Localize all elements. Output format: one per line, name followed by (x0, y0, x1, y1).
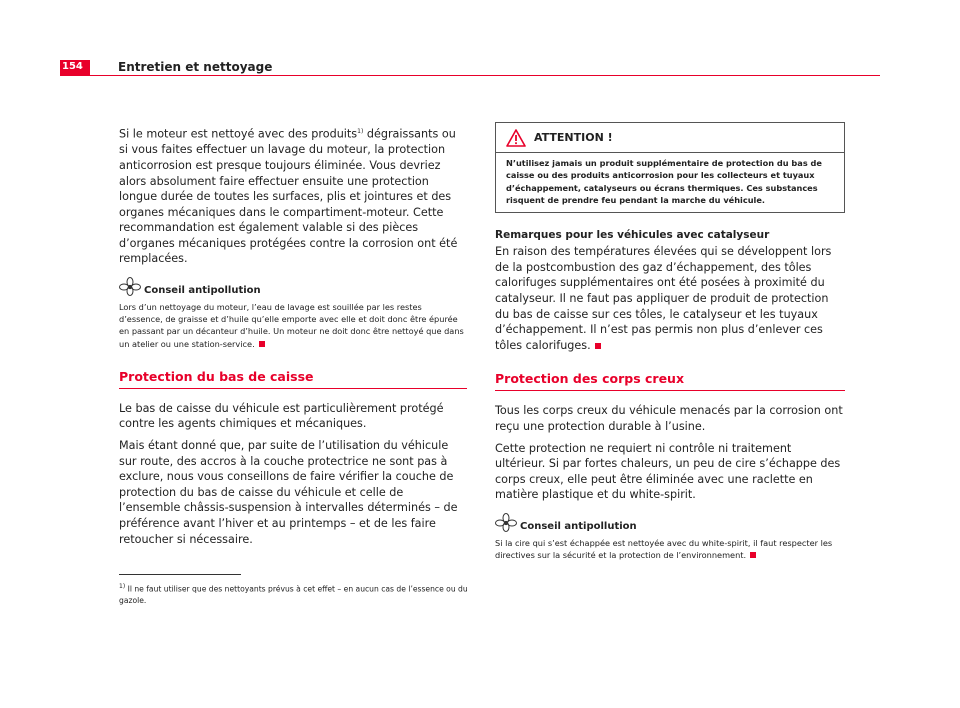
warning-title: ATTENTION ! (534, 131, 613, 144)
subsection-text: En raison des températures élevées qui se développent lors de la postcombustion des gaz d’échappement, des tôles calorifuges supplémentaires ont été posées à proximité du catalyseur. Il ne faut pas appliquer de produit de protection du bas de caisse sur ces tôles, le catalyseur et les tuyaux d’échappement. Il n’est pas permis non plus d’enlever ces tôles calorifuges. (495, 245, 832, 352)
section-title: Protection des corps creux (495, 371, 845, 391)
tip-text (495, 537, 845, 561)
intro-paragraph (119, 124, 467, 267)
red-square-icon (750, 552, 756, 558)
subsection-paragraph (495, 244, 845, 353)
tip-text-content: Si la cire qui s’est échappée est nettoyée avec du white-spirit, il faut respecter les directives sur la sécurité et la protection de l’environnement. (495, 537, 833, 561)
red-square-icon (595, 343, 601, 349)
section-paragraph: Le bas de caisse du véhicule est particulièrement protégé contre les agents chimiques et mécaniques. (119, 401, 444, 431)
red-square-icon (259, 341, 265, 347)
section-paragraph: Mais étant donné que, par suite de l’utilisation du véhicule sur route, des accros à la couche protectrice ne sont pas à exclure, nous vous conseillons de faire vérifier la couche de protection du bas de caisse du véhicule et celle de l’ensemble châssis-suspension à intervalles déterminés – de préférence avant l’hiver et au printemps – et de les faire retoucher si nécessaire. (119, 439, 458, 546)
chapter-title: Entretien et nettoyage (118, 60, 273, 74)
tip-heading (495, 513, 845, 533)
subsection-title: Remarques pour les véhicules avec catalyseur (495, 229, 770, 242)
tip-title: Conseil antipollution (144, 285, 261, 297)
page-number: 154 (62, 61, 83, 72)
leaf-icon (119, 277, 141, 297)
section-paragraph: Tous les corps creux du véhicule menacés par la corrosion ont reçu une protection durable à l’usine. (495, 404, 843, 433)
tip-text-content: Lors d’un nettoyage du moteur, l’eau de lavage est souillée par les restes d’essence, de graisse et d’huile qu’elle emporte avec elle et doit donc être épurée en passant par un décanteur d’huile. Un moteur ne doit donc être nettoyé que dans un atelier ou une station-service. (119, 302, 464, 349)
footnote-text: Il ne faut utiliser que des nettoyants prévus à cet effet – en aucun cas de l’essence ou du gazole. (119, 584, 468, 606)
footnote-reference: 1) (357, 128, 364, 135)
section-title: Protection du bas de caisse (119, 369, 467, 389)
tip-heading (119, 277, 467, 297)
right-column (495, 122, 845, 561)
intro-text-end: dégraissants ou si vous faites effectuer un lavage du moteur, la protection anticorrosion est presque toujours éliminée. Vous devriez alors absolument faire effectuer ensuite une protection longue durée de toutes les surfaces, plis et jointures et des organes mécaniques dans le compartiment-moteur. Cette recommandation est également valable si des pièces d’organes mécaniques protégées contre la corrosion ont été remplacées. (119, 127, 458, 266)
tip-title: Conseil antipollution (520, 520, 637, 532)
warning-triangle-icon (506, 129, 526, 147)
warning-text: N’utilisez jamais un produit supplémentaire de protection du bas de caisse ou des produits anticorrosion pour les collecteurs et tuyaux d’échappement, catalyseurs ou écrans thermiques. Ces substances risquent de prendre feu pendant la marche du véhicule. (506, 158, 822, 205)
section-paragraph: Cette protection ne requiert ni contrôle ni traitement ultérieur. Si par fortes chaleurs, un peu de cire s’échappe des corps creux, elle peut être éliminée avec une raclette en matière plastique et du white-spirit. (495, 441, 841, 502)
footnote-divider (119, 574, 241, 575)
footnote (119, 581, 469, 607)
footnote-mark: 1) (119, 583, 126, 590)
header-divider (60, 75, 880, 76)
intro-text-start: Si le moteur est nettoyé avec des produits (119, 127, 358, 141)
leaf-icon (495, 513, 517, 533)
tip-text (119, 301, 467, 350)
left-column (119, 124, 467, 553)
warning-box (495, 122, 845, 213)
warning-header (496, 123, 844, 153)
